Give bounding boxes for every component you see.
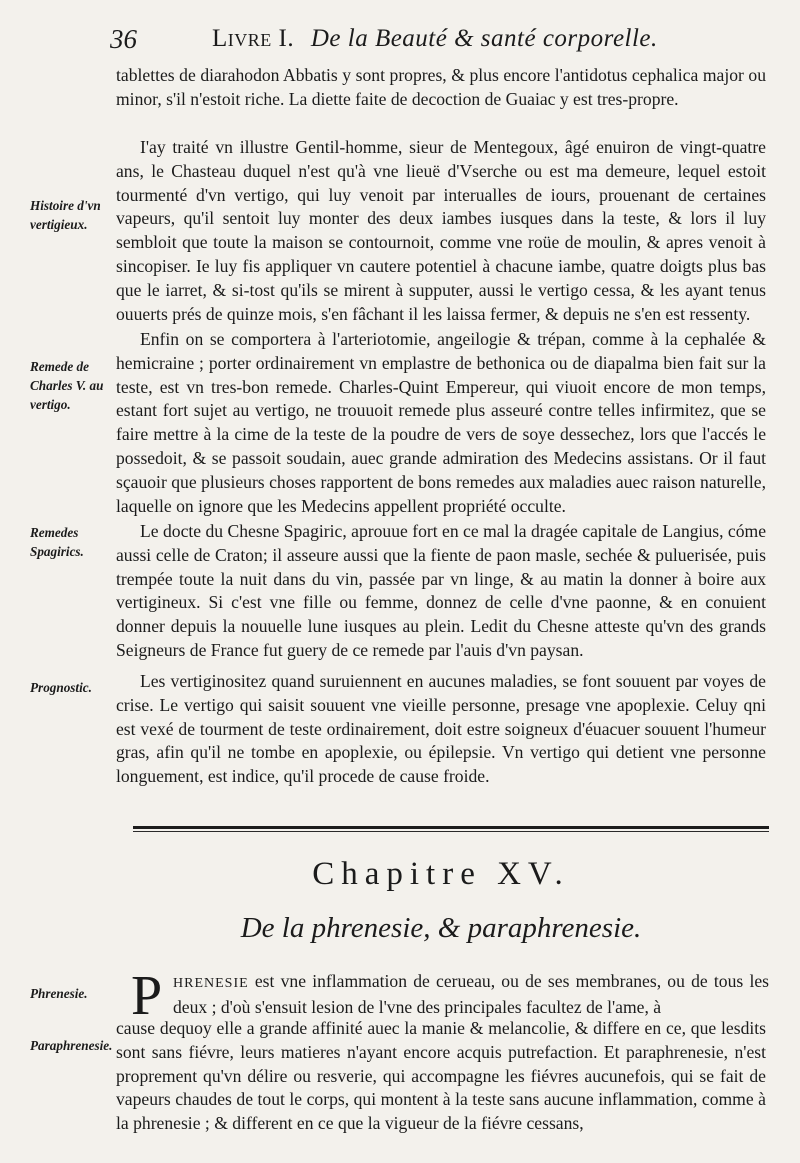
chapter-heading: Chapitre XV. xyxy=(312,856,570,892)
margin-note-prognostic: Prognostic. xyxy=(30,680,92,695)
running-head xyxy=(212,25,658,53)
chapter-divider xyxy=(133,826,769,832)
chapter-first-line-text: est vne inflammation de cerueau, ou de ses membranes, ou de tous les deux ; d'où s'ensuit lesion de l'vne des principales facultez de l'ame, à xyxy=(173,971,769,1017)
margin-note-phrenesie: Phrenesie. xyxy=(30,986,88,1001)
margin-note-spagiric: Remedes Spagirics. xyxy=(30,525,84,559)
paragraph-remedies: Enfin on se comportera à l'arteriotomie, angeilogie & trépan, comme à la cephalée & hemicraine ; porter ordinairement vn emplastre de bethonica ou de diapalma bien fait sur la teste, est vn tres-bon remede. Charles-Quint Empereur, qui viuoit encore de mon temps, estant fort sujet au vertigo, ne trouuoit remede plus asseuré contre telles infirmitez, que se faire mettre à la cime de la teste de la poudre de vers de soye dessechez, lors que l'accés le possedoit, & se passoit soudain, auec grande admiration des Medecins assistans. Or il faut sçauoir que plusieurs choses rapportent de bons remedes aux maladies auec raison naturelle, laquelle on ignore que les Medecins appellent propriété occulte. xyxy=(116,329,766,516)
chapter-subtitle: De la phrenesie, & paraphrenesie. xyxy=(240,912,642,944)
paragraph-prognostic: Les vertiginositez quand suruiennent en aucunes maladies, se font souuent par voyes de crise. Le vertigo qui saisit souuent vne vieille personne, presage vne apoplexie. Celuy qni est vexé de tourment de teste ordinairement, doit estre soigneux d'éuacuer souuent l'humeur gras, afin qu'il ne tombe en apoplexie, ou épilepsie. Vn vertigo qui detient vne personne longuement, est indice, qu'il procede de cause froide. xyxy=(116,671,766,787)
drop-cap: P xyxy=(131,965,163,1027)
chapter-first-word: HRENESIE xyxy=(173,976,249,991)
chapter-paragraph: cause dequoy elle a grande affinité auec la manie & melancolie, & differe en ce, que lesdits sont sans fiévre, leurs matieres n'ayant encore acquis putrefaction. Et paraphrenesie, n'est proprement qu'vn délire ou resverie, qui accompagne les fiévres aucunefois, qui se fait de vapeurs chaudes de tout le corps, qui montent à la teste sans aucune inflammation, comme à la phrenesie ; & different en ce que la vigueur de la fiévre cessans, xyxy=(116,1018,766,1134)
paragraph-continued: tablettes de diarahodon Abbatis y sont propres, & plus encore l'antidotus cephalica major ou minor, s'il n'estoit riche. La diette faite de decoction de Guaiac y est tres-propre. xyxy=(116,65,766,109)
margin-note-charles: Remede de Charles V. au vertigo. xyxy=(30,359,104,412)
book-label: Livre I. xyxy=(212,25,295,52)
margin-note-paraphrenesie: Paraphrenesie. xyxy=(30,1038,113,1053)
page-number: 36 xyxy=(110,24,137,54)
margin-note-history: Histoire d'vn vertigieux. xyxy=(30,198,101,232)
book-title: De la Beauté & santé corporelle. xyxy=(310,25,658,52)
paragraph-history: I'ay traité vn illustre Gentil-homme, sieur de Mentegoux, âgé enuiron de vingt-quatre ans, le Chasteau duquel n'est qu'à vne lieuë d'Vserche ou est ma demeure, lequel estoit tourmenté d'vn vertigo, qui luy venoit par interualles de iours, prouenant de certaines vapeurs, qu'il sentoit luy monter des deux iambes iusques dans la teste, & lors il luy sembloit que toute la maison se contournoit, comme vne roüe de moulin, & apres venoit à sincopiser. Ie luy fis appliquer vn cautere potentiel à chacune iambe, quatre doigts plus bas que le iarret, & si-tost qu'ils se mirent à supputer, aussi le vertigo cessa, & les ayant tenus ouuerts prés de quinze mois, s'en fâchant il les laissa fermer, & depuis ne s'en est ressenty. xyxy=(116,137,766,324)
paragraph-spagiric: Le docte du Chesne Spagiric, aprouue fort en ce mal la dragée capitale de Langius, cóme aussi celle de Craton; il asseure aussi que la fiente de paon masle, sechée & puluerisée, puis trempée toute la nuit dans du vin, passée par vn linge, & au matin la donner à boire aux vertigineux. Si c'est vne fille ou femme, donnez de celle d'vne paonne, & en conuient donner depuis la nouuelle lune iusques au plein. Ledit du Chesne atteste qu'vn des grands Seigneurs de France fut guery de ce remede par l'auis d'vn paysan. xyxy=(116,521,766,660)
page-header xyxy=(110,22,770,56)
chapter-first-lines xyxy=(173,970,769,1020)
